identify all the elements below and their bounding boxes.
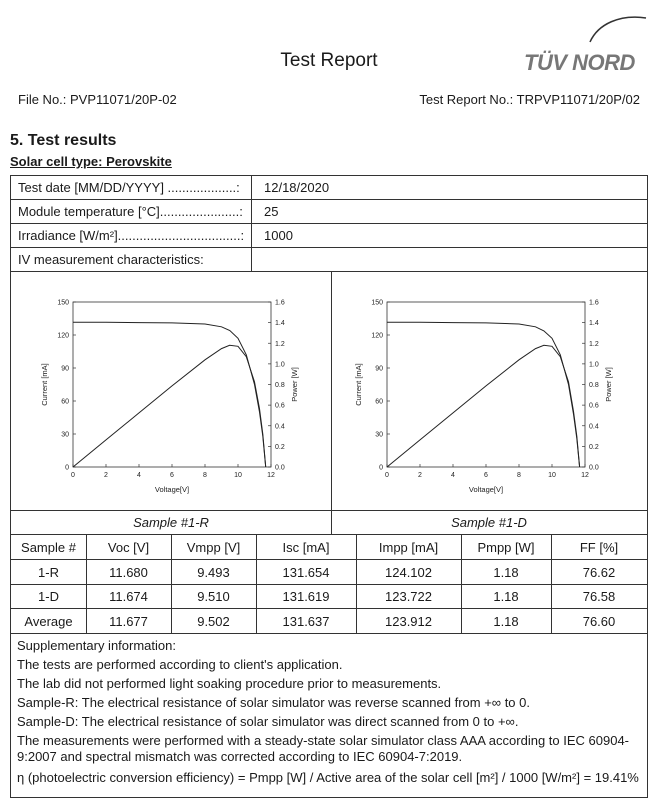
y2-tick-label: 0.0 [589, 464, 599, 472]
y2-tick-label: 1.6 [589, 299, 599, 307]
table-cell: 76.60 [582, 614, 616, 629]
iv-chart-sample-d [335, 284, 635, 502]
table-cell: 1-R [38, 565, 59, 580]
sample-r-label: Sample #1-R [133, 515, 209, 530]
efficiency-line: η (photoelectric conversion efficiency) = Pmpp [W] / Active area of the solar cell [m²] / 1000 [W/m²] = 19.41% [17, 770, 639, 785]
table-cell: 123.912 [385, 614, 432, 629]
col-header-vmpp: Vmpp [V] [186, 540, 241, 555]
supplementary-line: The measurements were performed with a steady-state solar simulator class AAA according to IEC 60904- [17, 733, 630, 748]
table-cell: 1-D [38, 589, 59, 604]
x-tick-label: 10 [234, 472, 242, 479]
col-header-voc: Voc [V] [107, 540, 150, 555]
table-cell: 1.18 [493, 614, 519, 629]
table-cell: 9.502 [197, 614, 230, 629]
table-cell: 9.510 [197, 589, 230, 604]
col-header-ff: FF [%] [579, 540, 619, 555]
supplementary-line: 9:2007 and spectral mismatch was corrected according to IEC 60904-7:2019. [17, 749, 463, 764]
power-curve [73, 345, 266, 467]
y2-tick-label: 0.8 [275, 382, 285, 389]
x-tick-label: 6 [170, 472, 174, 479]
col-header-pmpp: Pmpp [W] [477, 540, 535, 555]
y2-tick-label: 0.6 [589, 402, 599, 410]
y-tick-label: 150 [371, 299, 383, 307]
cell-type: Solar cell type: Perovskite [10, 154, 172, 169]
y2-axis-label: Power [W] [604, 367, 613, 402]
y-tick-label: 60 [375, 398, 383, 406]
file-number: File No.: PVP11071/20P-02 [18, 92, 177, 107]
table-cell: 76.62 [582, 565, 616, 580]
section-heading: 5. Test results [10, 132, 117, 149]
x-tick-label: 0 [71, 472, 75, 479]
col-header-sample: Sample # [21, 540, 76, 555]
y2-tick-label: 1.0 [275, 361, 285, 369]
table-cell: 11.677 [109, 614, 148, 629]
current-curve [73, 322, 266, 467]
col-header-isc: Isc [mA] [282, 540, 330, 555]
table-cell: 11.674 [109, 589, 148, 604]
col-header-impp: Impp [mA] [378, 540, 439, 555]
x-axis-label: Voltage[V] [468, 485, 504, 494]
table-cell: 123.722 [385, 589, 432, 604]
logo-text: TÜV NORD [524, 50, 635, 75]
y2-tick-label: 0.6 [275, 402, 285, 410]
y-axis-label: Current [mA] [354, 363, 363, 406]
supplementary-line: Sample-R: The electrical resistance of solar simulator was reverse scanned from +∞ to 0. [17, 695, 530, 710]
power-curve [387, 345, 580, 467]
x-tick-label: 4 [137, 472, 141, 479]
table-cell: 131.654 [282, 565, 330, 580]
y-tick-label: 120 [57, 332, 69, 340]
x-tick-label: 12 [267, 472, 275, 479]
table-cell: 124.102 [385, 565, 432, 580]
current-curve [387, 322, 580, 467]
y-tick-label: 90 [61, 365, 69, 373]
table-cell: 9.493 [197, 565, 230, 580]
y-tick-label: 150 [57, 299, 69, 307]
y2-tick-label: 0.4 [275, 423, 285, 431]
y-axis-label: Current [mA] [40, 363, 49, 406]
iv-chart-sample-r [21, 284, 321, 502]
iv-heading: IV measurement characteristics: [18, 252, 204, 267]
report-number: Test Report No.: TRPVP11071/20P/02 [419, 92, 640, 107]
y-tick-label: 30 [375, 431, 383, 439]
y2-tick-label: 1.4 [275, 320, 285, 328]
y2-tick-label: 0.2 [589, 443, 599, 451]
y-tick-label: 90 [375, 365, 383, 373]
y2-tick-label: 1.0 [589, 361, 599, 369]
y2-tick-label: 0.2 [275, 443, 285, 451]
irradiance-value: 1000 [264, 228, 293, 243]
x-tick-label: 8 [517, 472, 521, 479]
supplementary-line: The tests are performed according to client's application. [17, 657, 343, 672]
x-tick-label: 4 [451, 472, 455, 479]
y2-tick-label: 0.0 [275, 464, 285, 472]
module-temp-label: Module temperature [°C]......................: [18, 204, 243, 219]
test-date-label: Test date [MM/DD/YYYY] ...................: [18, 180, 240, 195]
x-tick-label: 8 [203, 472, 207, 479]
x-tick-label: 6 [484, 472, 488, 479]
y-tick-label: 0 [65, 464, 69, 472]
y-tick-label: 60 [61, 398, 69, 406]
table-cell: 76.58 [582, 589, 616, 604]
supplementary-line: Sample-D: The electrical resistance of solar simulator was direct scanned from 0 to +∞. [17, 714, 519, 729]
table-cell: 131.637 [282, 614, 330, 629]
y2-tick-label: 0.4 [589, 423, 599, 431]
y2-tick-label: 1.2 [589, 340, 599, 348]
module-temp-value: 25 [264, 204, 279, 219]
test-date-value: 12/18/2020 [264, 180, 330, 195]
irradiance-label: Irradiance [W/m²]..................................: [18, 228, 245, 243]
table-cell: 11.680 [109, 565, 148, 580]
y2-tick-label: 1.6 [275, 299, 285, 307]
sample-d-label: Sample #1-D [451, 515, 527, 530]
x-tick-label: 2 [104, 472, 108, 479]
y-tick-label: 0 [379, 464, 383, 472]
table-cell: 131.619 [282, 589, 330, 604]
x-tick-label: 2 [418, 472, 422, 479]
x-axis-label: Voltage[V] [154, 485, 190, 494]
table-cell: 1.18 [493, 589, 519, 604]
y-tick-label: 30 [61, 431, 69, 439]
y2-tick-label: 1.2 [275, 340, 285, 348]
x-tick-label: 0 [385, 472, 389, 479]
supplementary-heading: Supplementary information: [17, 638, 176, 653]
page-title: Test Report [280, 50, 378, 71]
y-tick-label: 120 [371, 332, 383, 340]
y2-axis-label: Power [W] [290, 367, 299, 402]
supplementary-line: The lab did not performed light soaking procedure prior to measurements. [17, 676, 442, 691]
y2-tick-label: 0.8 [589, 382, 599, 389]
tuv-nord-logo [520, 10, 650, 80]
table-cell: 1.18 [493, 565, 519, 580]
table-cell: Average [24, 614, 73, 629]
y2-tick-label: 1.4 [589, 320, 599, 328]
x-tick-label: 12 [581, 472, 589, 479]
results-table [10, 175, 648, 798]
x-tick-label: 10 [548, 472, 556, 479]
